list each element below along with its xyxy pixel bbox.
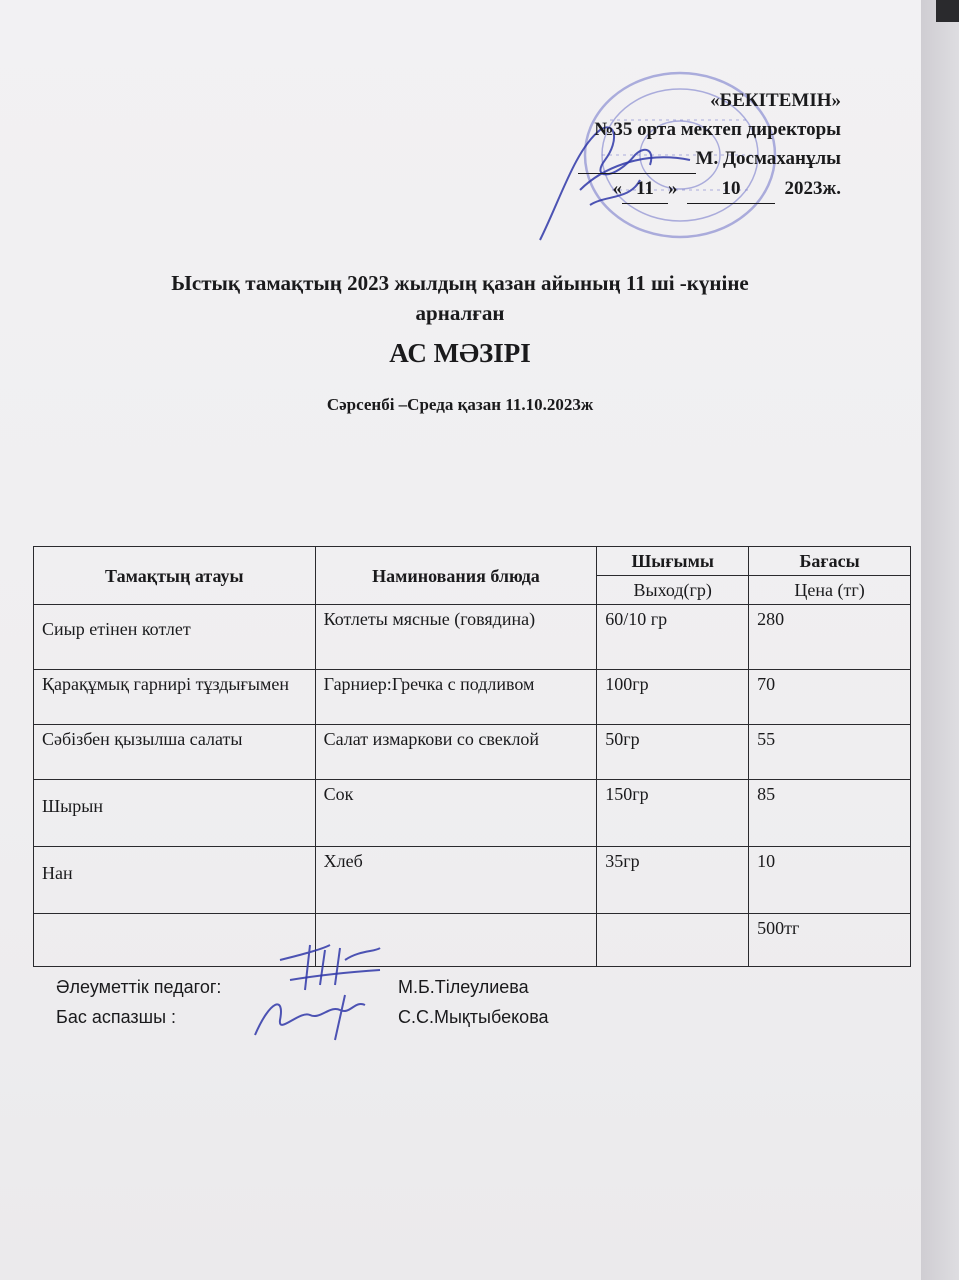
dish-name-ru: Гарниер:Гречка с подливом [315,670,597,725]
dish-price: 10 [749,847,911,914]
dish-price: 55 [749,725,911,780]
table-row [34,725,911,780]
header-name-kz: Тамақтың атауы [34,547,316,605]
dish-price: 70 [749,670,911,725]
header-output-kz: Шығымы [597,547,749,576]
title-line-2: арналған [415,301,505,325]
dish-name-kz: Сиыр етінен котлет [34,605,316,670]
dish-price: 280 [749,605,911,670]
approval-heading: «БЕКІТЕМІН» [710,90,841,111]
dish-name-ru: Сок [315,780,597,847]
approval-month: 10 [687,174,775,204]
staff-signatures [250,940,390,1050]
social-pedagogue-label: Әлеуметтік педагог: [56,977,222,997]
dish-name-kz: Нан [34,847,316,914]
dish-output: 35гр [597,847,749,914]
dish-name-ru: Салат измаркови со свеклой [315,725,597,780]
title-line-1: Ыстық тамақтың 2023 жылдың қазан айының 11 ші -күніне [171,271,749,295]
approval-position: №35 орта мектеп директоры [594,119,841,140]
dish-output: 150гр [597,780,749,847]
dish-name-kz: Шырын [34,780,316,847]
menu-date: Сәрсенбі –Среда қазан 11.10.2023ж [326,395,594,414]
signature-blank [578,144,696,174]
menu-table [33,546,911,967]
empty-cell [597,914,749,967]
approval-day: 11 [622,174,668,204]
head-cook-name: С.С.Мықтыбекова [398,1007,549,1027]
approval-director-line [578,144,841,174]
page-title [40,268,880,328]
dish-name-kz: Қарақұмық гарнирі тұздығымен [34,670,316,725]
header-price-ru: Цена (тг) [749,576,911,605]
table-row [34,605,911,670]
dish-name-ru: Хлеб [315,847,597,914]
table-total-row [34,914,911,967]
table-row [34,847,911,914]
background-corner [936,0,959,22]
table-row [34,780,911,847]
dish-output: 60/10 гр [597,605,749,670]
header-name-ru: Наминования блюда [315,547,597,605]
director-name: М. Досмаханұлы [695,148,841,169]
dish-output: 50гр [597,725,749,780]
page-edge [921,0,959,1280]
dish-price: 85 [749,780,911,847]
dish-name-ru: Котлеты мясные (говядина) [315,605,597,670]
table-header-row [34,547,911,576]
dish-output: 100гр [597,670,749,725]
approval-year: 2023ж. [784,178,841,199]
social-pedagogue-name: М.Б.Тілеулиева [398,977,529,997]
header-output-ru: Выход(гр) [597,576,749,605]
table-row [34,670,911,725]
dish-name-kz: Сәбізбен қызылша салаты [34,725,316,780]
total-price: 500тг [749,914,911,967]
head-cook-label: Бас аспазшы : [56,1007,177,1027]
menu-heading: АС МӘЗІРІ [389,338,531,368]
approval-block [578,86,841,204]
approval-date: « 11 » 10 2023ж. [578,174,841,204]
header-price-kz: Бағасы [749,547,911,576]
